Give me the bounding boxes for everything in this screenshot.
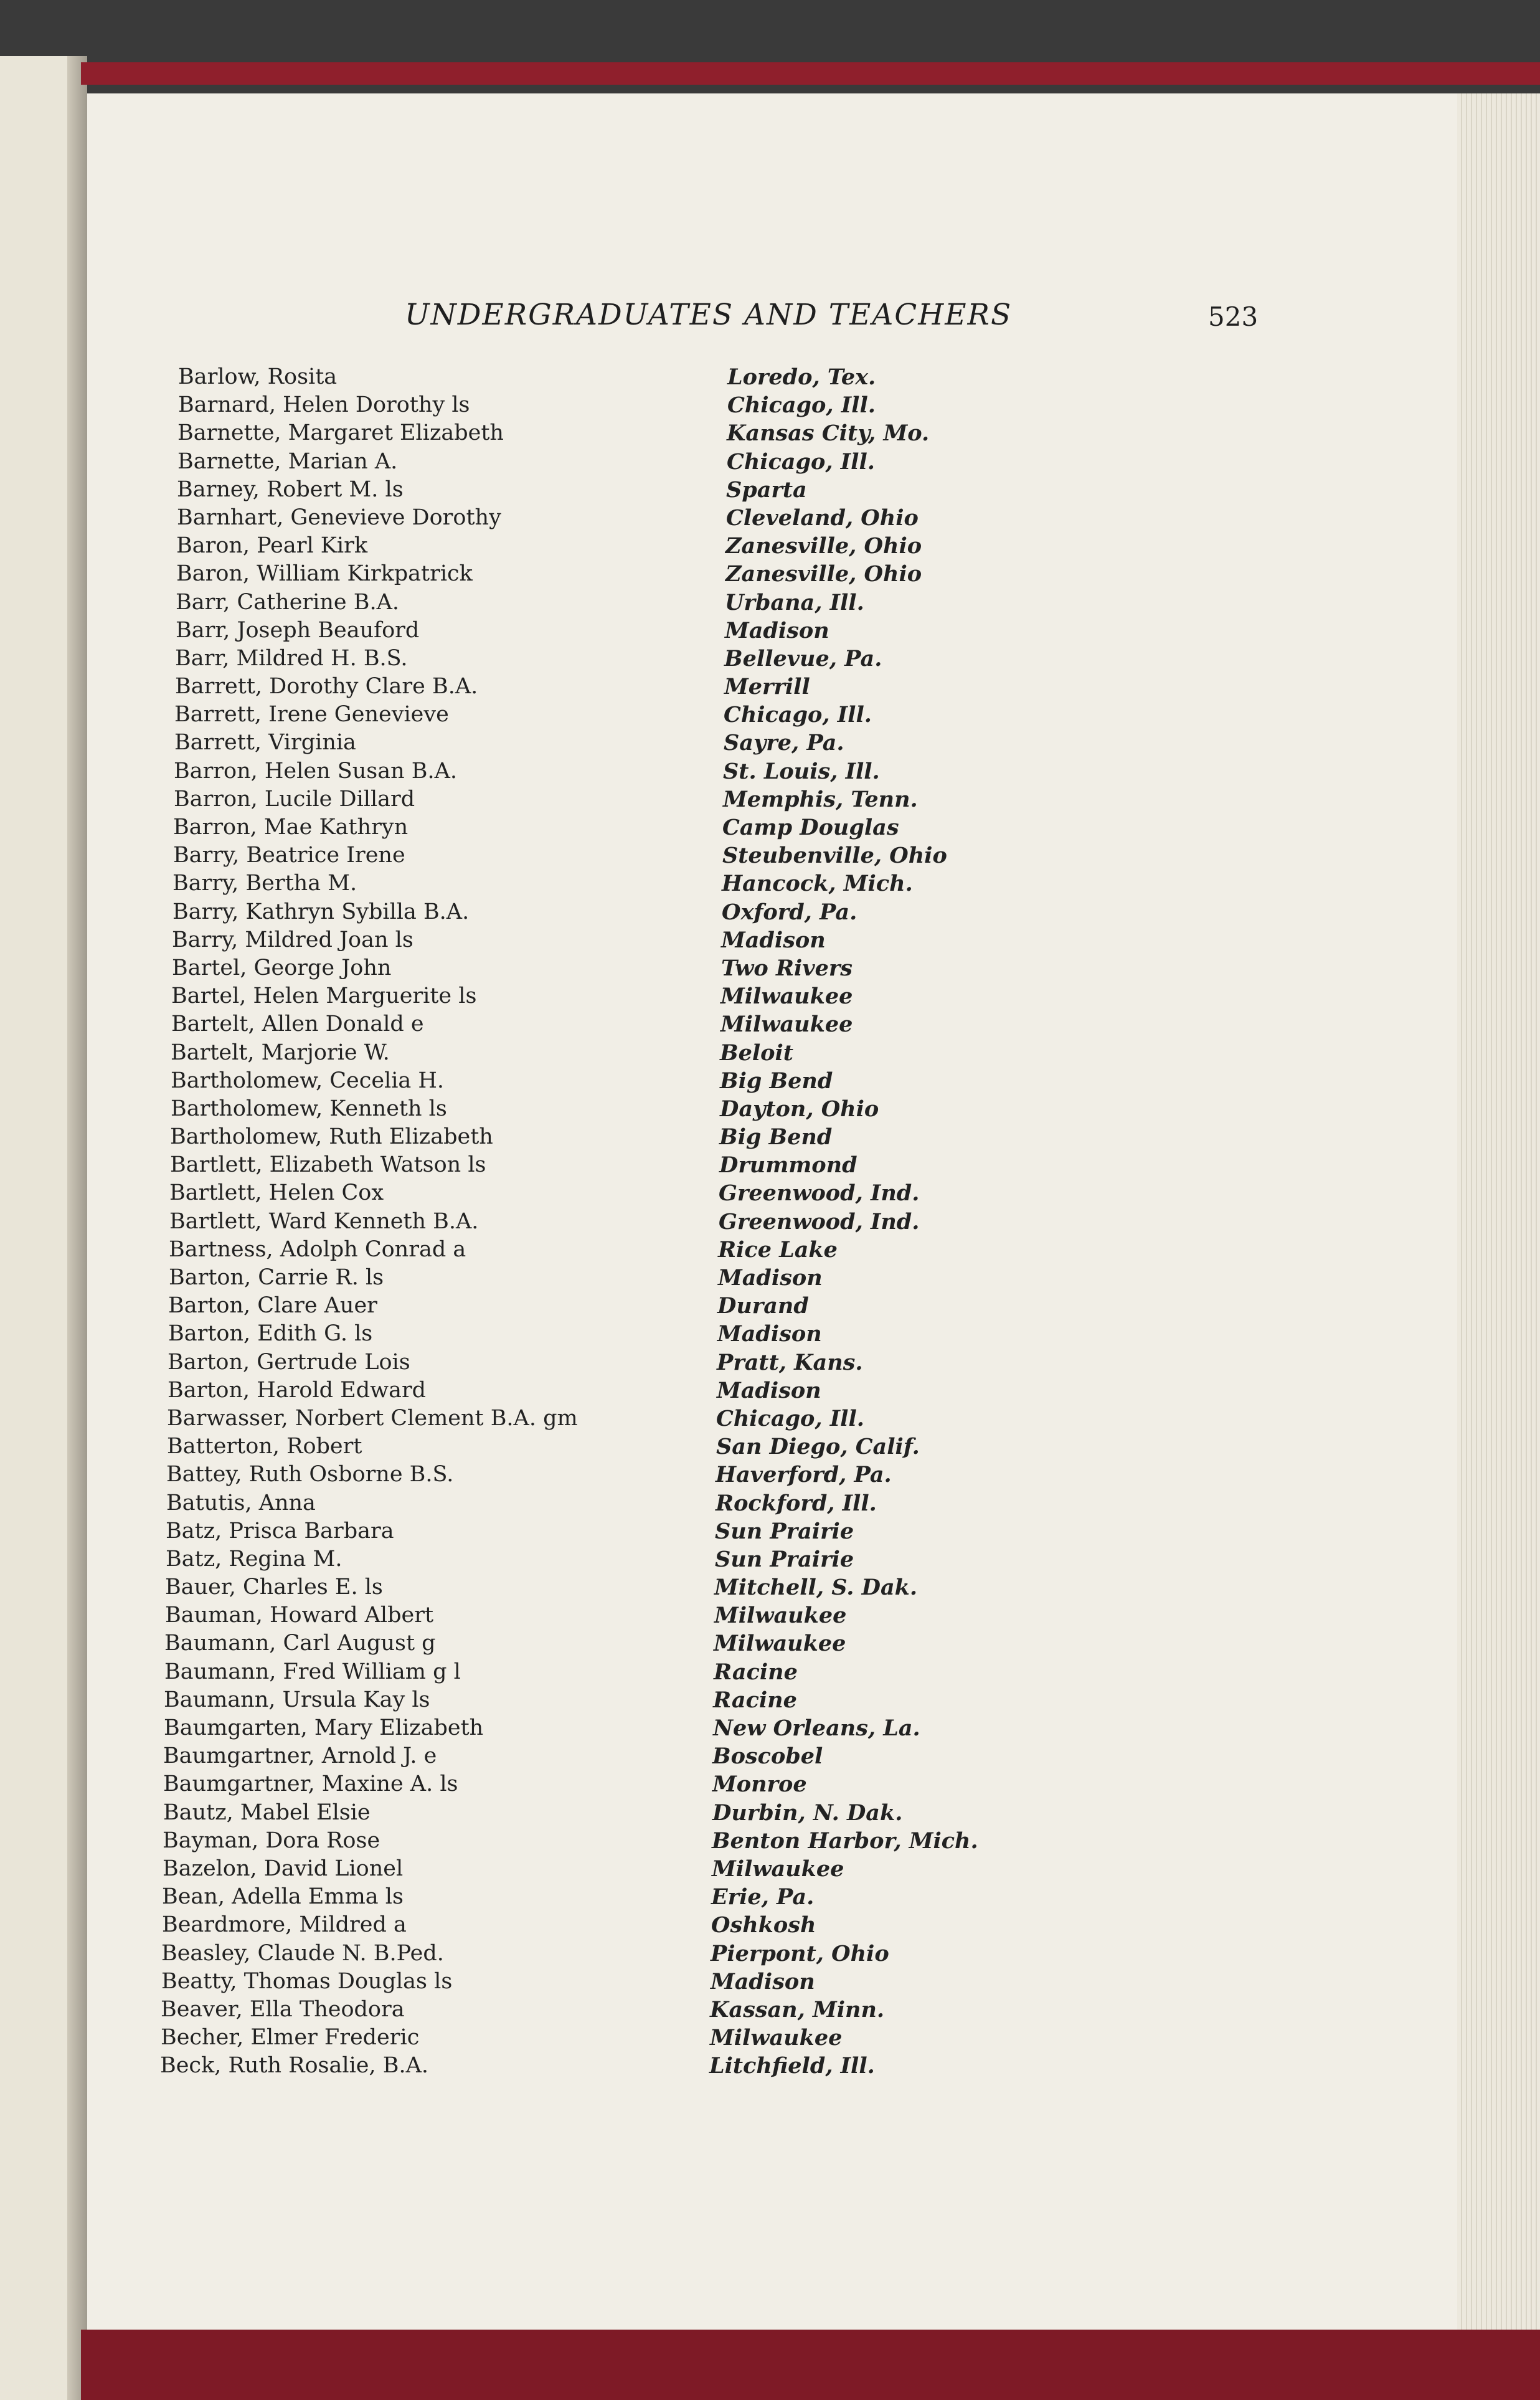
entry-name: Bauman, Howard Albert xyxy=(165,1603,434,1628)
entry-name: Barnette, Marian A. xyxy=(177,448,398,474)
entry-hometown: Milwaukee xyxy=(710,2025,843,2051)
list-item xyxy=(149,1462,1071,1490)
list-item xyxy=(149,364,1071,392)
list-item xyxy=(149,1912,1071,1940)
entry-name: Baumann, Ursula Kay ls xyxy=(164,1687,430,1712)
entry-hometown: Madison xyxy=(721,927,826,953)
entry-hometown: Haverford, Pa. xyxy=(716,1462,892,1488)
entry-name: Bautz, Mabel Elsie xyxy=(163,1800,371,1825)
entry-hometown: Zanesville, Ohio xyxy=(725,533,922,559)
entry-name: Barnette, Margaret Elizabeth xyxy=(177,420,504,446)
list-item xyxy=(149,1406,1071,1434)
entry-name: Beardmore, Mildred a xyxy=(162,1912,407,1938)
entry-name: Barton, Carrie R. ls xyxy=(169,1265,384,1290)
entry-name: Bartholomew, Kenneth ls xyxy=(171,1096,447,1121)
entry-hometown: Greenwood, Ind. xyxy=(719,1208,920,1235)
list-item xyxy=(149,590,1071,618)
entry-hometown: Camp Douglas xyxy=(722,815,899,840)
list-item xyxy=(149,477,1071,505)
list-item xyxy=(149,392,1071,420)
list-item xyxy=(149,1941,1071,1969)
list-item xyxy=(149,1096,1071,1124)
entry-hometown: Benton Harbor, Mich. xyxy=(712,1828,978,1854)
entry-name: Barry, Kathryn Sybilla B.A. xyxy=(172,899,470,924)
list-item xyxy=(149,843,1071,871)
entry-name: Becher, Elmer Frederic xyxy=(161,2025,420,2051)
entry-name: Barrett, Dorothy Clare B.A. xyxy=(175,674,478,700)
entry-hometown: Chicago, Ill. xyxy=(727,448,875,475)
list-item xyxy=(149,1659,1071,1687)
list-item xyxy=(149,1687,1071,1715)
entry-hometown: Two Rivers xyxy=(721,955,853,981)
entry-hometown: Rockford, Ill. xyxy=(716,1490,877,1516)
list-item xyxy=(149,1715,1071,1743)
entry-hometown: Madison xyxy=(717,1321,822,1347)
entry-name: Batutis, Anna xyxy=(166,1490,316,1515)
entry-hometown: Milwaukee xyxy=(712,1856,844,1882)
entry-name: Bauer, Charles E. ls xyxy=(165,1575,383,1600)
list-item xyxy=(149,674,1071,702)
entry-hometown: Dayton, Ohio xyxy=(720,1096,879,1122)
list-item xyxy=(149,561,1071,589)
entry-name: Barton, Clare Auer xyxy=(168,1293,377,1319)
entry-hometown: St. Louis, Ill. xyxy=(723,758,880,784)
entry-hometown: Milwaukee xyxy=(720,984,853,1010)
list-item xyxy=(149,1547,1071,1575)
entry-hometown: Greenwood, Ind. xyxy=(719,1180,920,1207)
list-item xyxy=(149,1519,1071,1547)
list-item xyxy=(149,1434,1071,1462)
list-item xyxy=(149,1491,1071,1519)
entry-name: Barton, Gertrude Lois xyxy=(168,1349,410,1375)
list-item xyxy=(149,759,1071,787)
entry-hometown: Sparta xyxy=(726,477,807,503)
list-item xyxy=(149,505,1071,533)
entry-hometown: New Orleans, La. xyxy=(713,1715,920,1741)
entry-hometown: Durbin, N. Dak. xyxy=(712,1800,903,1826)
list-item xyxy=(149,899,1071,927)
entry-hometown: Milwaukee xyxy=(714,1631,846,1657)
entry-hometown: Drummond xyxy=(719,1152,857,1179)
entry-hometown: Madison xyxy=(725,617,829,643)
entry-name: Batz, Regina M. xyxy=(166,1546,342,1572)
entry-hometown: Sayre, Pa. xyxy=(724,730,844,756)
entry-hometown: Big Bend xyxy=(720,1068,833,1094)
list-item xyxy=(149,1265,1071,1293)
list-item xyxy=(149,1884,1071,1912)
list-item xyxy=(149,1631,1071,1659)
entry-hometown: Rice Lake xyxy=(718,1236,838,1263)
entry-hometown: Pierpont, Ohio xyxy=(711,1940,889,1966)
entry-name: Baumgartner, Arnold J. e xyxy=(163,1743,437,1769)
entry-hometown: Oxford, Pa. xyxy=(722,899,857,925)
entry-name: Barrett, Irene Genevieve xyxy=(174,702,449,728)
entry-hometown: Milwaukee xyxy=(720,1012,853,1038)
entry-hometown: Chicago, Ill. xyxy=(727,392,876,419)
entry-hometown: Madison xyxy=(718,1265,823,1291)
running-title: UNDERGRADUATES AND TEACHERS xyxy=(405,298,1013,332)
entry-hometown: Beloit xyxy=(720,1040,793,1066)
binding-gutter xyxy=(67,56,87,2400)
list-item xyxy=(149,1969,1071,1997)
entry-name: Bayman, Dora Rose xyxy=(163,1828,380,1853)
entry-hometown: Litchfield, Ill. xyxy=(709,2053,875,2079)
entry-name: Bartelt, Allen Donald e xyxy=(171,1012,424,1037)
entry-hometown: Memphis, Tenn. xyxy=(723,786,918,812)
entry-hometown: San Diego, Calif. xyxy=(716,1434,920,1460)
entry-hometown: Madison xyxy=(717,1377,821,1403)
book-cover-edge-top xyxy=(81,62,1540,85)
page-header xyxy=(405,298,1277,348)
entry-name: Barlow, Rosita xyxy=(178,364,338,389)
entry-name: Barron, Lucile Dillard xyxy=(174,786,415,812)
entry-hometown: Milwaukee xyxy=(714,1603,847,1629)
entry-name: Barry, Bertha M. xyxy=(172,871,357,896)
entry-hometown: Merrill xyxy=(724,674,810,700)
entry-hometown: Chicago, Ill. xyxy=(716,1405,864,1431)
entry-name: Bartholomew, Cecelia H. xyxy=(171,1068,445,1093)
entry-name: Battey, Ruth Osborne B.S. xyxy=(166,1462,454,1487)
list-item xyxy=(149,1068,1071,1096)
list-item xyxy=(149,1378,1071,1406)
page-stack-edge xyxy=(1457,93,1540,2330)
list-item xyxy=(149,956,1071,984)
entry-hometown: Racine xyxy=(713,1687,797,1713)
entry-name: Beaver, Ella Theodora xyxy=(161,1996,405,2022)
entry-hometown: Bellevue, Pa. xyxy=(724,645,882,671)
entry-name: Baron, William Kirkpatrick xyxy=(176,561,473,587)
entry-name: Bartlett, Helen Cox xyxy=(169,1180,384,1206)
entry-hometown: Racine xyxy=(714,1659,798,1685)
entry-name: Beasley, Claude N. B.Ped. xyxy=(161,1940,444,1966)
entry-name: Bartholomew, Ruth Elizabeth xyxy=(170,1124,493,1150)
entry-hometown: Hancock, Mich. xyxy=(722,871,913,897)
list-item xyxy=(149,787,1071,815)
list-item xyxy=(149,1575,1071,1603)
list-item xyxy=(149,533,1071,561)
list-item xyxy=(149,1209,1071,1237)
list-item xyxy=(149,1800,1071,1828)
entry-name: Barrett, Virginia xyxy=(174,730,356,756)
entry-hometown: Cleveland, Ohio xyxy=(726,505,919,531)
entry-name: Barr, Mildred H. B.S. xyxy=(175,645,408,671)
entry-name: Barron, Helen Susan B.A. xyxy=(174,758,457,784)
entry-hometown: Kansas City, Mo. xyxy=(727,420,930,447)
list-item xyxy=(149,1237,1071,1265)
book-cover-edge-bottom xyxy=(81,2330,1540,2400)
entry-hometown: Sun Prairie xyxy=(715,1518,854,1544)
entry-name: Barry, Beatrice Irene xyxy=(173,843,405,868)
entry-name: Bartlett, Ward Kenneth B.A. xyxy=(169,1208,479,1234)
entry-hometown: Loredo, Tex. xyxy=(727,364,876,390)
entry-name: Barr, Joseph Beauford xyxy=(176,617,420,643)
entry-name: Batz, Prisca Barbara xyxy=(166,1518,394,1544)
list-item xyxy=(149,730,1071,758)
list-item xyxy=(149,984,1071,1012)
entry-name: Baumgarten, Mary Elizabeth xyxy=(164,1715,484,1740)
entry-name: Barnard, Helen Dorothy ls xyxy=(178,392,470,418)
list-item xyxy=(149,1293,1071,1321)
entry-hometown: Monroe xyxy=(712,1772,807,1798)
entry-hometown: Sun Prairie xyxy=(715,1546,854,1572)
list-item xyxy=(149,1856,1071,1884)
entry-name: Baron, Pearl Kirk xyxy=(176,533,368,559)
entry-hometown: Pratt, Kans. xyxy=(717,1349,863,1375)
list-item xyxy=(149,1180,1071,1208)
entry-hometown: Chicago, Ill. xyxy=(724,702,872,728)
list-item xyxy=(149,618,1071,646)
entry-name: Barton, Harold Edward xyxy=(168,1377,427,1403)
list-item xyxy=(149,449,1071,477)
list-item xyxy=(149,1152,1071,1180)
entry-hometown: Zanesville, Ohio xyxy=(725,561,922,587)
list-item xyxy=(149,1997,1071,2025)
entry-name: Baumann, Fred William g l xyxy=(164,1659,461,1684)
page-number: 523 xyxy=(1208,301,1259,332)
entry-hometown: Mitchell, S. Dak. xyxy=(714,1575,918,1601)
list-item xyxy=(149,2053,1071,2081)
entry-name: Baumann, Carl August g xyxy=(164,1631,436,1656)
entry-hometown: Urbana, Ill. xyxy=(725,589,864,615)
list-item xyxy=(149,1743,1071,1772)
entry-name: Barr, Catherine B.A. xyxy=(176,589,399,615)
list-item xyxy=(149,927,1071,956)
list-item xyxy=(149,1040,1071,1068)
facing-page xyxy=(0,56,75,2400)
entry-name: Beatty, Thomas Douglas ls xyxy=(161,1968,453,1994)
list-item xyxy=(149,2025,1071,2053)
entry-hometown: Durand xyxy=(717,1293,809,1319)
list-item xyxy=(149,1772,1071,1800)
entry-name: Bartlett, Elizabeth Watson ls xyxy=(170,1152,486,1178)
entry-name: Baumgartner, Maxine A. ls xyxy=(163,1772,458,1797)
entry-name: Barwasser, Norbert Clement B.A. gm xyxy=(167,1405,578,1431)
list-item xyxy=(149,815,1071,843)
entry-hometown: Erie, Pa. xyxy=(711,1884,815,1910)
entry-name: Barron, Mae Kathryn xyxy=(173,815,409,840)
list-item xyxy=(149,1124,1071,1152)
entry-hometown: Kassan, Minn. xyxy=(710,1996,885,2023)
entry-hometown: Steubenville, Ohio xyxy=(722,843,947,869)
list-item xyxy=(149,420,1071,448)
entry-name: Barnhart, Genevieve Dorothy xyxy=(177,505,501,530)
entry-name: Bartel, George John xyxy=(172,955,392,980)
list-item xyxy=(149,646,1071,674)
entry-name: Barton, Edith G. ls xyxy=(168,1321,373,1347)
entry-hometown: Boscobel xyxy=(712,1743,823,1770)
entry-name: Bartness, Adolph Conrad a xyxy=(169,1236,466,1262)
list-item xyxy=(149,1828,1071,1856)
list-item xyxy=(149,702,1071,730)
entry-name: Bartel, Helen Marguerite ls xyxy=(171,984,477,1009)
list-item xyxy=(149,1350,1071,1378)
entry-name: Barney, Robert M. ls xyxy=(177,477,404,502)
entry-name: Bean, Adella Emma ls xyxy=(162,1884,404,1910)
entry-hometown: Madison xyxy=(711,1968,815,1994)
list-item xyxy=(149,1012,1071,1040)
list-item xyxy=(149,871,1071,899)
list-item xyxy=(149,1603,1071,1631)
entry-name: Beck, Ruth Rosalie, B.A. xyxy=(160,2053,428,2079)
entry-name: Bazelon, David Lionel xyxy=(163,1856,404,1881)
directory-list xyxy=(149,364,1071,2096)
entry-hometown: Oshkosh xyxy=(711,1912,816,1938)
entry-name: Batterton, Robert xyxy=(167,1434,362,1459)
list-item xyxy=(149,1321,1071,1349)
entry-name: Bartelt, Marjorie W. xyxy=(171,1040,390,1065)
entry-name: Barry, Mildred Joan ls xyxy=(172,927,413,952)
entry-hometown: Big Bend xyxy=(719,1124,833,1150)
